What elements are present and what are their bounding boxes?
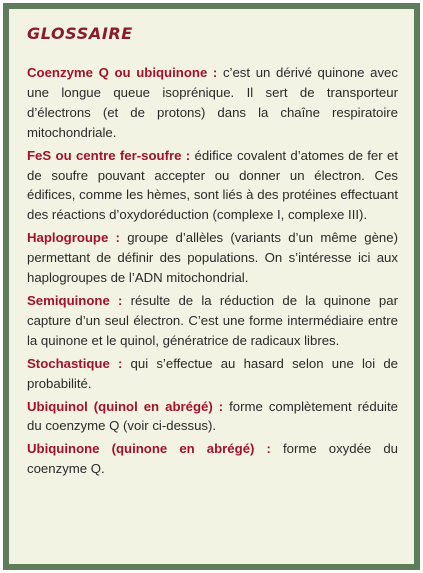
glossary-entry-stochastique bbox=[27, 354, 398, 394]
glossary-term: Ubiquinone (quinone en abrégé) : bbox=[27, 441, 271, 457]
glossary-entry-ubiquinone bbox=[27, 439, 398, 479]
glossary-entry-fes bbox=[27, 146, 398, 226]
glossary-entry-ubiquinol bbox=[27, 397, 398, 437]
glossary-definition: résulte de la réduction de la quinone par capture d’un seul électron. C’est une forme intermédiaire entre la quinone et le quinol, génératrice de radicaux libres. bbox=[27, 292, 398, 348]
glossary-title: GLOSSAIRE bbox=[27, 24, 133, 43]
glossary-term: Semiquinone : bbox=[27, 292, 123, 308]
glossary-box-frame bbox=[3, 3, 420, 570]
glossary-entry-coenzyme-q bbox=[27, 63, 398, 143]
glossary-definition: forme oxydée du coenzyme Q. bbox=[27, 441, 398, 477]
glossary-definition: forme complètement réduite du coenzyme Q (voir ci-dessus). bbox=[27, 398, 398, 434]
glossary-term: Stochastique : bbox=[27, 355, 123, 371]
glossary-entry-haplogroupe bbox=[27, 228, 398, 288]
glossary-definition: groupe d’allèles (variants d’un même gène) permettant de définir des populations. On s’intéresse ici aux haplogroupes de l’ADN mitochondrial. bbox=[27, 230, 398, 286]
glossary-term: Ubiquinol (quinol en abrégé) : bbox=[27, 398, 224, 414]
glossary-term: Coenzyme Q ou ubiquinone : bbox=[27, 65, 218, 80]
glossary-panel bbox=[9, 9, 414, 564]
glossary-term: Haplogroupe : bbox=[27, 230, 120, 246]
glossary-entry-semiquinone bbox=[27, 291, 398, 351]
glossary-definition: édifice covalent d’atomes de fer et de soufre pouvant accepter ou donner un électron. Ces édifices, comme les hèmes, sont liés à des protéines effectuant des réactions d’oxydoréduction (complexe I, complexe III). bbox=[27, 147, 398, 223]
glossary-definition: c’est un dérivé quinone avec une longue queue isoprénique. Il sert de transporteur d’électrons (et de protons) dans la chaîne respiratoire mitochondriale. bbox=[27, 65, 398, 140]
glossary-definition: qui s’effectue au hasard selon une loi de probabilité. bbox=[27, 355, 398, 391]
glossary-term: FeS ou centre fer-soufre : bbox=[27, 147, 191, 163]
